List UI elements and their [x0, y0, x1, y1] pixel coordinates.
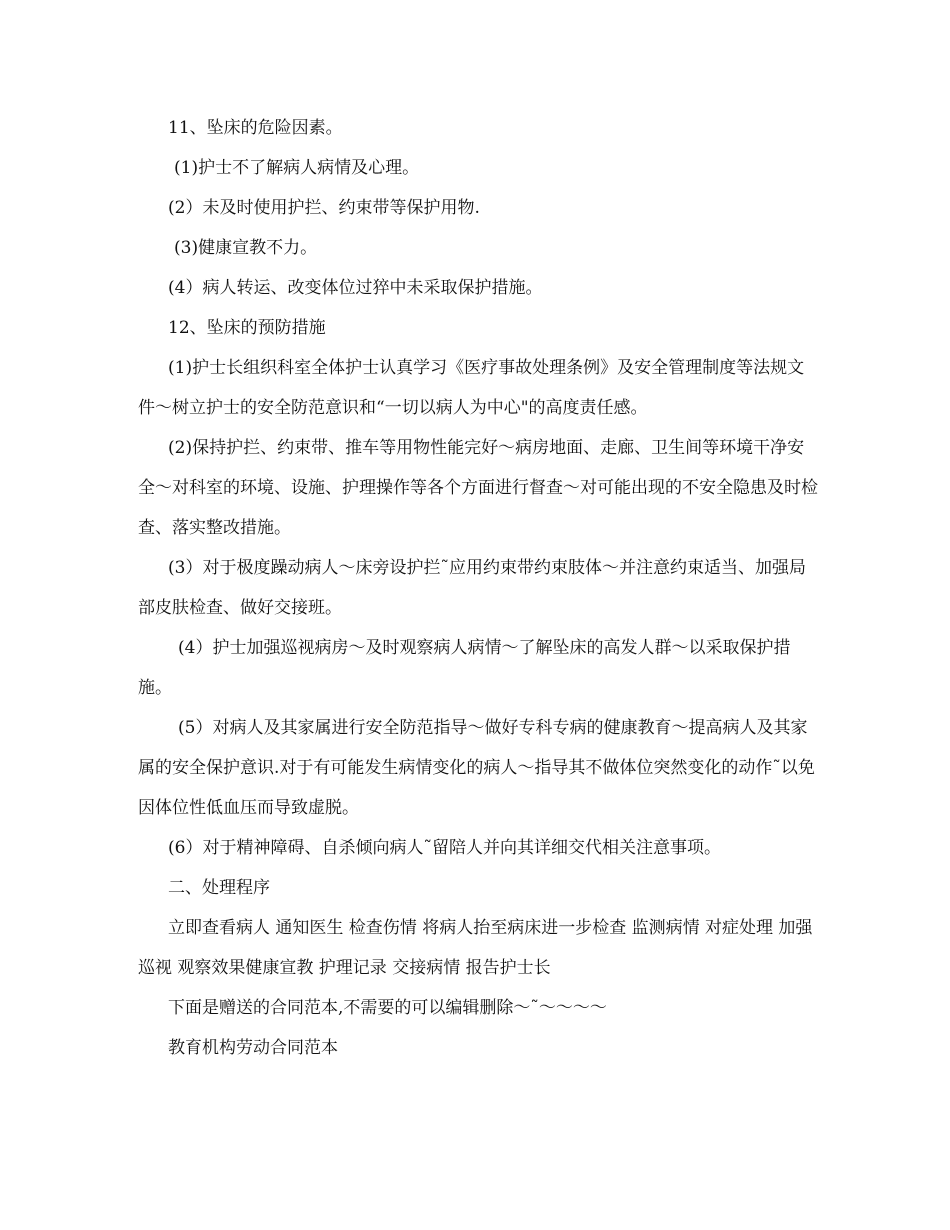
heading-11-fall-risk-factors: 11、坠床的危险因素。: [168, 118, 343, 138]
prevention-item-2: (2)保持护拦、约束带、推车等用物性能完好～病房地面、走廊、卫生间等环境干净安全～对科室的环境、设施、护理操作等各个方面进行督查～对可能出现的不安全隐患及时检查、落实整改措施。: [138, 438, 818, 538]
contract-template-title: 教育机构劳动合同范本: [168, 1038, 338, 1058]
risk-item-1: (1)护士不了解病人病情及心理。: [174, 158, 420, 178]
prevention-item-6: (6）对于精神障碍、自杀倾向病人˜留陪人并向其详细交代相关注意事项。: [168, 838, 721, 858]
heading-12-fall-prevention: 12、坠床的预防措施: [168, 318, 326, 338]
prevention-item-4: (4）护士加强巡视病房～及时观察病人病情～了解坠床的高发人群～以采取保护措施。: [138, 638, 791, 698]
risk-item-4: (4）病人转运、改变体位过猝中未采取保护措施。: [168, 278, 543, 298]
handling-procedure-steps: 立即查看病人 通知医生 检查伤情 将病人抬至病床进一步检查 监测病情 对症处理 加强巡视 观察效果健康宣教 护理记录 交接病情 报告护士长: [138, 918, 813, 978]
bonus-template-note: 下面是赠送的合同范本,不需要的可以编辑删除～˜～～～～: [168, 998, 607, 1018]
heading-2-handling-procedure: 二、处理程序: [168, 878, 270, 898]
prevention-item-5: (5）对病人及其家属进行安全防范指导～做好专科专病的健康教育～提高病人及其家属的安全保护意识.对于有可能发生病情变化的病人～指导其不做体位突然变化的动作˜以免因体位性低血压而导致虚脱。: [138, 718, 815, 818]
risk-item-3: (3)健康宣教不力。: [174, 238, 318, 258]
prevention-item-1: (1)护士长组织科室全体护士认真学习《医疗事故处理条例》及安全管理制度等法规文件～树立护士的安全防范意识和“一切以病人为中心"的高度责任感。: [138, 358, 805, 418]
risk-item-2: (2）未及时使用护拦、约束带等保护用物.: [168, 198, 480, 218]
document-body: [138, 108, 818, 1068]
prevention-item-3: (3）对于极度躁动病人～床旁设护拦˜应用约束带约束肢体～并注意约束适当、加强局部皮肤检查、做好交接班。: [138, 558, 806, 618]
